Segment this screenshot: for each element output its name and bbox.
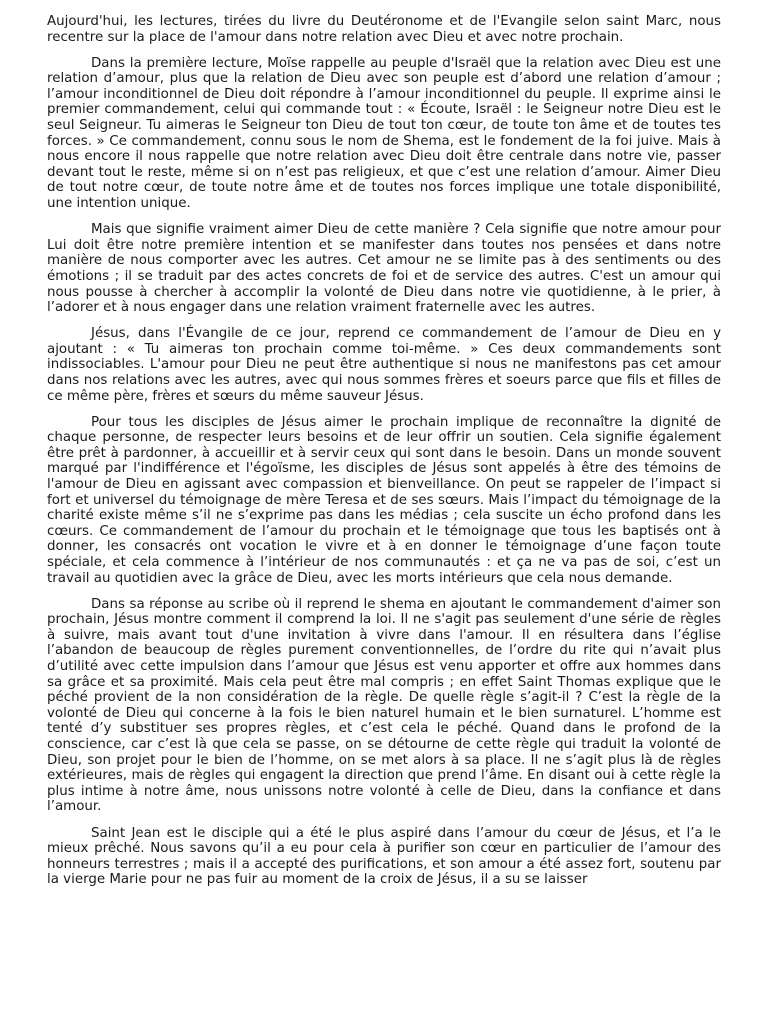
document-page [47, 14, 721, 1018]
paragraph-response-to-scribe: Dans sa réponse au scribe où il reprend le shema en ajoutant le commandement d'aimer son prochain, Jésus montre comment il comprend la loi. Il ne s'agit pas seulement d'une série de règles à suivre, mais avant tout d'une invitation à vivre dans l'amour. Il en résultera dans l’église l’abandon de beaucoup de règles purement conventionnelles, de l’ordre du rite qui n’avait plus d’utilité avec cette impulsion dans l’amour que Jésus est venu apporter et offre aux hommes dans sa grâce et sa proximité. Mais cela peut être mal compris ; en effet Saint Thomas explique que le péché provient de la non considération de la règle. De quelle règle s’agit-il ? C’est la règle de la volonté de Dieu qui concerne à la fois le bien naturel humain et le bien surnaturel. L’homme est tenté d’y substituer ses propres règles, et c’est cela le péché. Quand dans le profond de la conscience, car c’est là que cela se passe, on se détourne de cette règle qui traduit la volonté de Dieu, son projet pour le bien de l’homme, on se met alors à sa place. Il ne s’agit plus là de règles extérieures, mais de règles qui engagent la direction que prend l’âme. En disant oui à cette règle la plus intime à notre âme, nous unissons notre volonté à celle de Dieu, dans la confiance et dans l’amour. [47, 596, 721, 815]
paragraph-gospel: Jésus, dans l'Évangile de ce jour, reprend ce commandement de l’amour de Dieu en y ajoutant : « Tu aimeras ton prochain comme toi-même. » Ces deux commandements sont indissociables. L'amour pour Dieu ne peut être authentique si nous ne manifestons pas cet amour dans nos relations avec les autres, avec qui nous sommes frères et soeurs parce que fils et filles de ce même père, frères et sœurs du même sauveur Jésus. [47, 326, 721, 404]
paragraph-meaning-of-love: Mais que signifie vraiment aimer Dieu de cette manière ? Cela signifie que notre amour pour Lui doit être notre première intention et se manifester dans toutes nos pensées et dans notre manière de nous comporter avec les autres. Cet amour ne se limite pas à des sentiments ou des émotions ; il se traduit par des actes concrets de foi et de service des autres. C'est un amour qui nous pousse à chercher à accomplir la volonté de Dieu dans notre vie quotidienne, à le prier, à l’adorer et à nous engager dans une relation vraiment fraternelle avec les autres. [47, 222, 721, 316]
paragraph-love-of-neighbor: Pour tous les disciples de Jésus aimer le prochain implique de reconnaître la dignité de chaque personne, de respecter leurs besoins et de leur offrir un soutien. Cela signifie également être prêt à pardonner, à accueillir et à servir ceux qui sont dans le besoin. Dans un monde souvent marqué par l'indifférence et l'égoïsme, les disciples de Jésus sont appelés à être des témoins de l'amour de Dieu en agissant avec compassion et bienveillance. On peut se rappeler de l’impact si fort et universel du témoignage de mère Teresa et de ses sœurs. Mais l’impact du témoignage de la charité existe même s’il ne s’exprime pas dans les médias ; cela suscite un écho profond dans les cœurs. Ce commandement de l’amour du prochain et le témoignage que tous les baptisés ont à donner, les consacrés ont vocation le vivre et à en donner le témoignage d’une façon toute spéciale, et cela commence à l’intérieur de nos communautés : et ça ne va pas de soi, c’est un travail au quotidien avec la grâce de Dieu, avec les morts intérieurs que cela nous demande. [47, 414, 721, 586]
paragraph-saint-john: Saint Jean est le disciple qui a été le plus aspiré dans l’amour du cœur de Jésus, et l’a le mieux prêché. Nous savons qu’il a eu pour cela à purifier son cœur en particulier de l’amour des honneurs terrestres ; mais il a accepté des purifications, et son amour a été assez fort, soutenu par la vierge Marie pour ne pas fuir au moment de la croix de Jésus, il a su se laisser [47, 825, 721, 888]
paragraph-first-reading: Dans la première lecture, Moïse rappelle au peuple d'Israël que la relation avec Dieu est une relation d’amour, plus que la relation de Dieu avec son peuple est d’abord une relation d’amour ; l’amour inconditionnel de Dieu doit répondre à l’amour inconditionnel du peuple. Il exprime ainsi le premier commandement, celui qui commande tout : « Écoute, Israël : le Seigneur notre Dieu est le seul Seigneur. Tu aimeras le Seigneur ton Dieu de tout ton cœur, de toute ton âme et de toutes tes forces. » Ce commandement, connu sous le nom de Shema, est le fondement de la foi juive. Mais à nous encore il nous rappelle que notre relation avec Dieu doit être centrale dans notre vie, passer devant tout le reste, même si on n’est pas religieux, et que c’est une relation d’amour. Aimer Dieu de tout notre cœur, de toute notre âme et de toutes nos forces implique une totale disponibilité, une intention unique. [47, 55, 721, 212]
paragraph-intro: Aujourd'hui, les lectures, tirées du livre du Deutéronome et de l'Évangile selon saint Marc, nous recentre sur la place de l'amour dans notre relation avec Dieu et avec notre prochain. [47, 14, 721, 45]
